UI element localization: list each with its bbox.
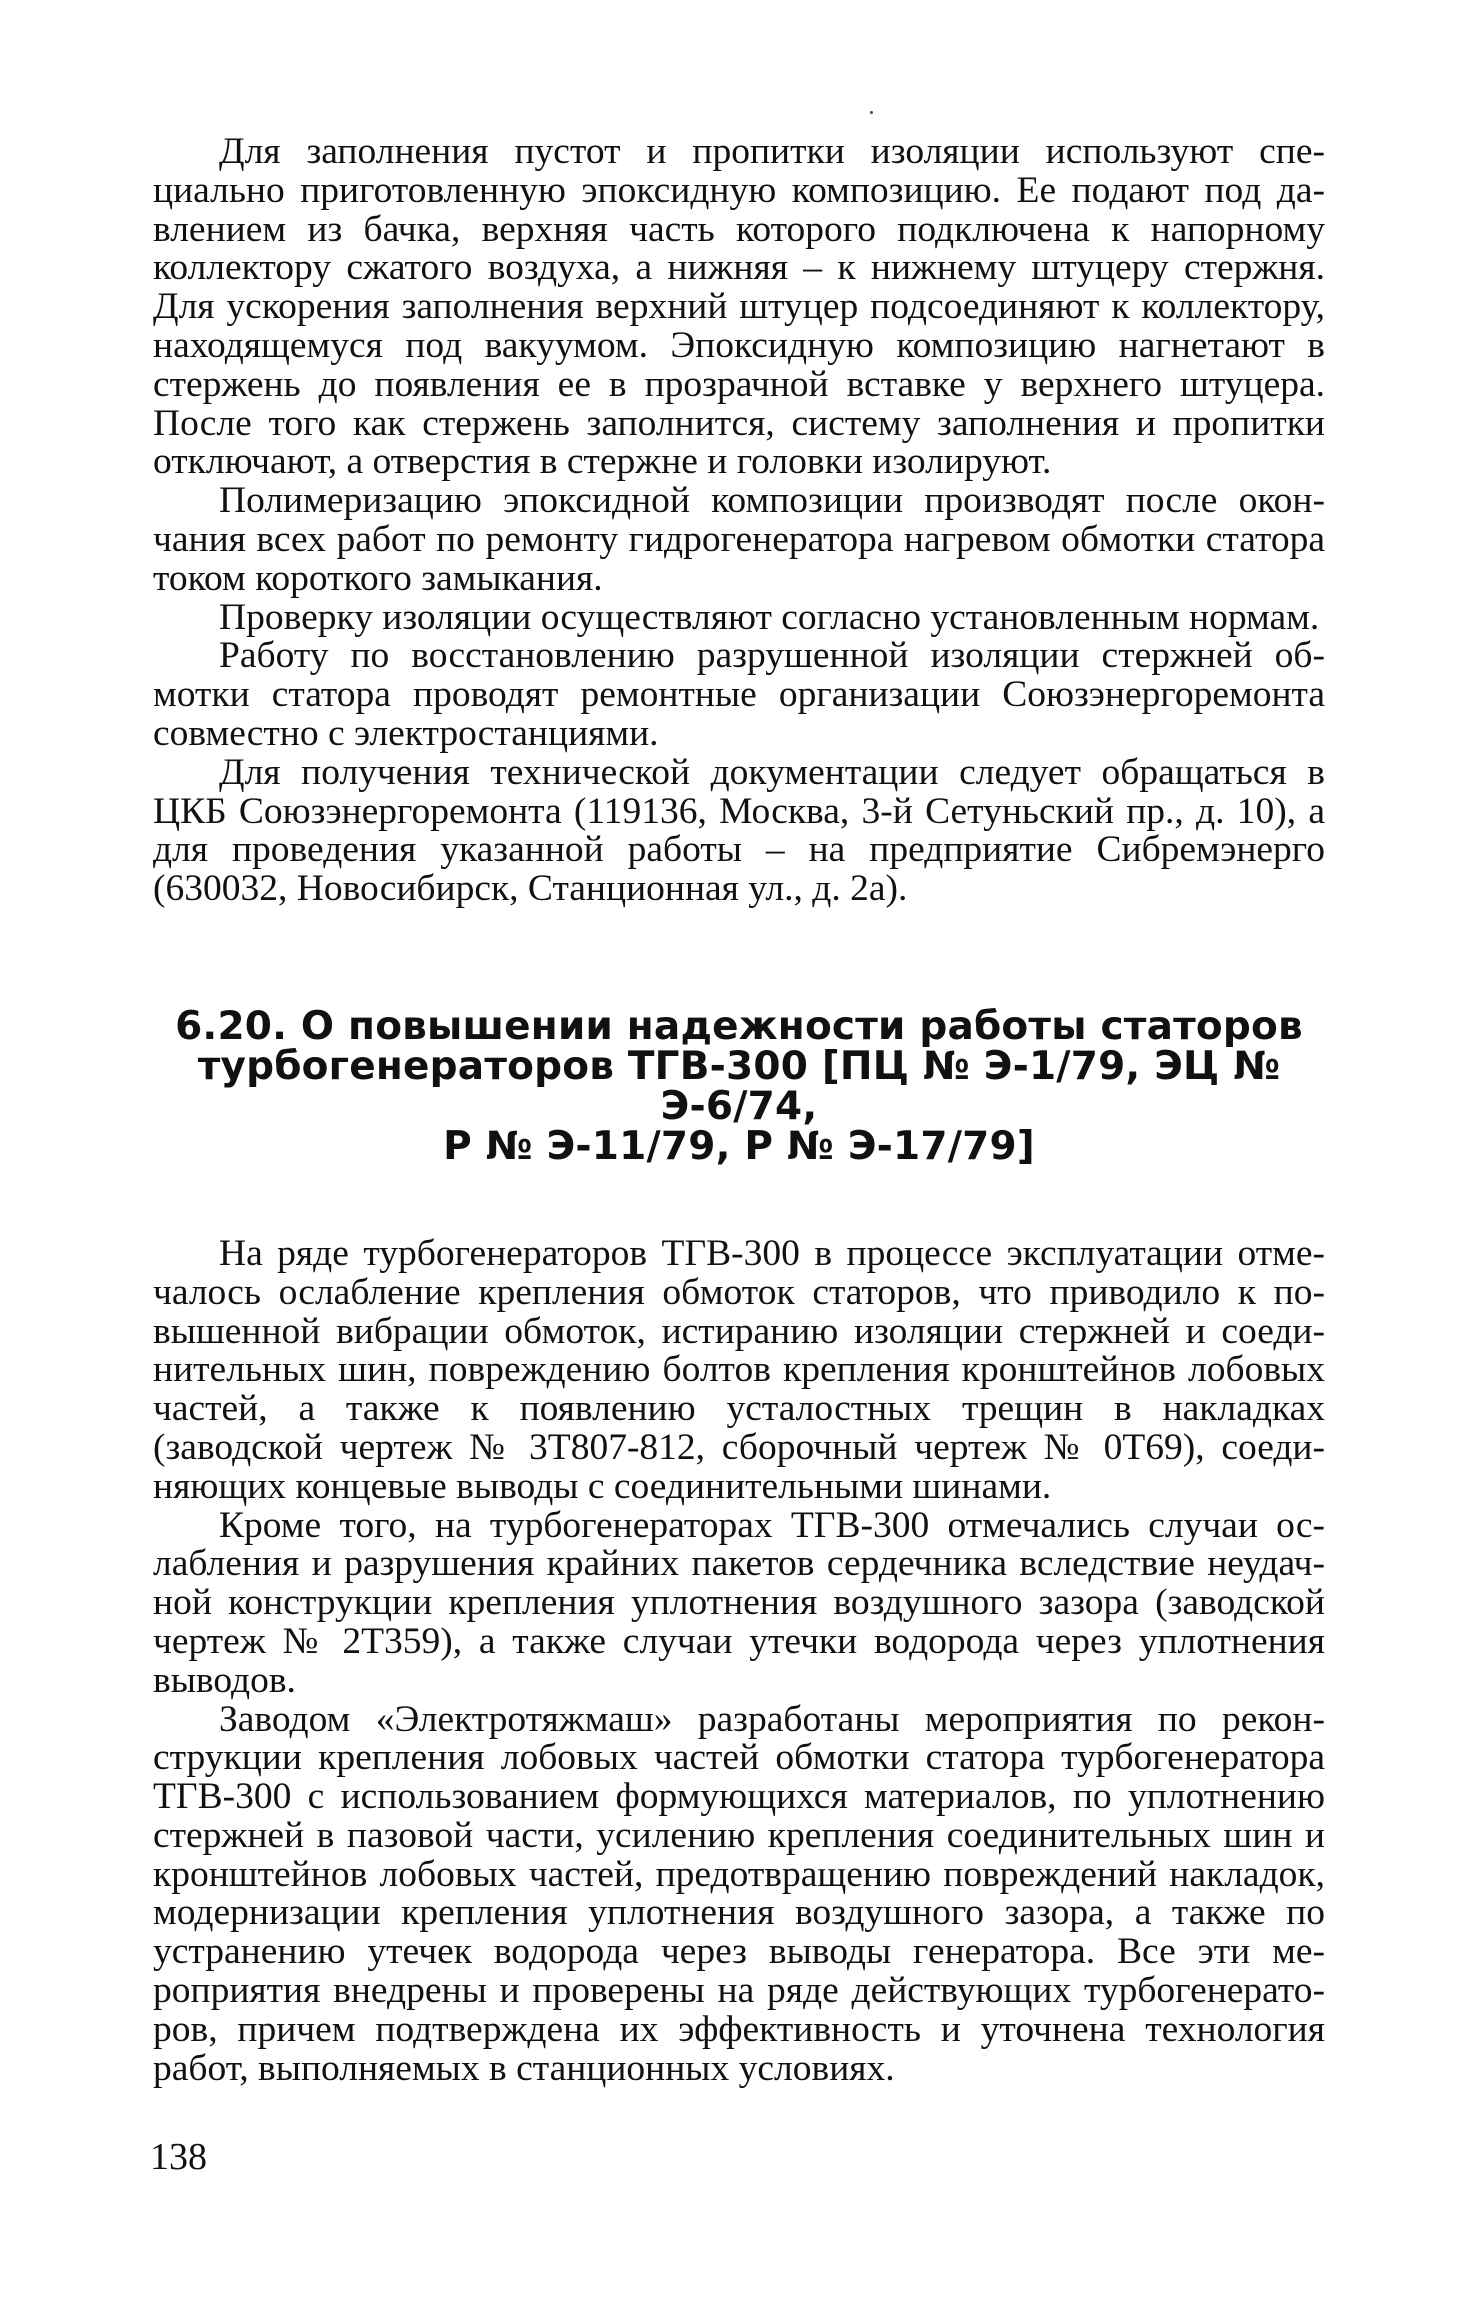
paragraph: Для заполнения пустот и пропитки изоляции используют специально приготовленную эпоксидную композицию. Ее подают под давлением из бачка, верхняя часть которого подключена к напорному коллектору сжатого воздуха, а нижняя – к нижнему штуцеру стержня. Для ускорения заполнения верхний штуцер подсоединяют к коллектору, находящемуся под вакуумом. Эпоксидную композицию нагнетают в стержень до появления ее в прозрачной вставке у верхнего штуцера. После того как стержень заполнится, систему заполнения и пропитки отключают, а отверстия в стержне и головки изолируют.	[153, 131, 1325, 483]
paragraph: Кроме того, на турбогенераторах ТГВ-300 отмечались случаи ослабления и разрушения крайних пакетов сердечника вследствие неудачной конструкции крепления уплотнения воздушного зазора (заводской чертеж № 2Т359), а также случаи утечки водорода через уплотнения выводов.	[153, 1504, 1325, 1701]
paragraph: Работу по восстановлению разрушенной изоляции стержней обмотки статора проводят ремонтные организации Союзэнергоремонта совместно с электростанциями.	[153, 635, 1325, 754]
paragraph: Полимеризацию эпоксидной композиции производят после окончания всех работ по ремонту гидрогенератора нагревом обмотки статора током короткого замыкания.	[153, 480, 1325, 599]
section-stator-reliability	[153, 1232, 1325, 2089]
paragraph: Заводом «Электротяжмаш» разработаны мероприятия по реконструкции крепления лобовых частей обмотки статора турбогенератора ТГВ-300 с использованием формующихся материалов, по уплотнению стержней в пазовой части, усилению крепления соединительных шин и кронштейнов лобовых частей, предотвращению повреждений накладок, модернизации крепления уплотнения воздушного зазора, а также по устранению утечек водорода через выводы генератора. Все эти мероприятия внедрены и проверены на ряде действующих турбогенераторов, причем подтверждена их эффективность и уточнена технология работ, выполняемых в станционных условиях.	[153, 1698, 1325, 2089]
page-number: 138	[150, 2136, 207, 2178]
heading-line: Р № Э-11/79, Р № Э-17/79]	[443, 1123, 1035, 1169]
paragraph: Проверку изоляции осуществляют согласно установленным нормам.	[219, 596, 1320, 638]
section-insulation-repair	[153, 133, 1325, 909]
paragraph: На ряде турбогенераторов ТГВ-300 в процессе эксплуатации отмечалось ослабление крепления обмоток статоров, что приводило к повышенной вибрации обмоток, истиранию изоляции стержней и соединительных шин, повреждению болтов крепления кронштейнов лобовых частей, а также к появлению усталостных трещин в накладках (заводской чертеж № 3Т807-812, сборочный чертеж № 0Т69), соединяющих концевые выводы с соединительными шинами.	[153, 1232, 1325, 1507]
section-heading	[153, 1003, 1325, 1169]
heading-line: 6.20. О повышении надежности работы статоров	[175, 1003, 1303, 1049]
scan-speck	[870, 111, 873, 114]
page-body	[153, 133, 1325, 2088]
heading-line: турбогенераторов ТГВ-300 [ПЦ № Э-1/79, ЭЦ № Э-6/74,	[197, 1043, 1281, 1129]
paragraph: Для получения технической документации следует обращаться в ЦКБ Союзэнергоремонта (119136, Москва, 3-й Сетуньский пр., д. 10), а для проведения указанной работы – на предприятие Сибремэнерго (630032, Новосибирск, Станционная ул., д. 2а).	[153, 751, 1325, 910]
